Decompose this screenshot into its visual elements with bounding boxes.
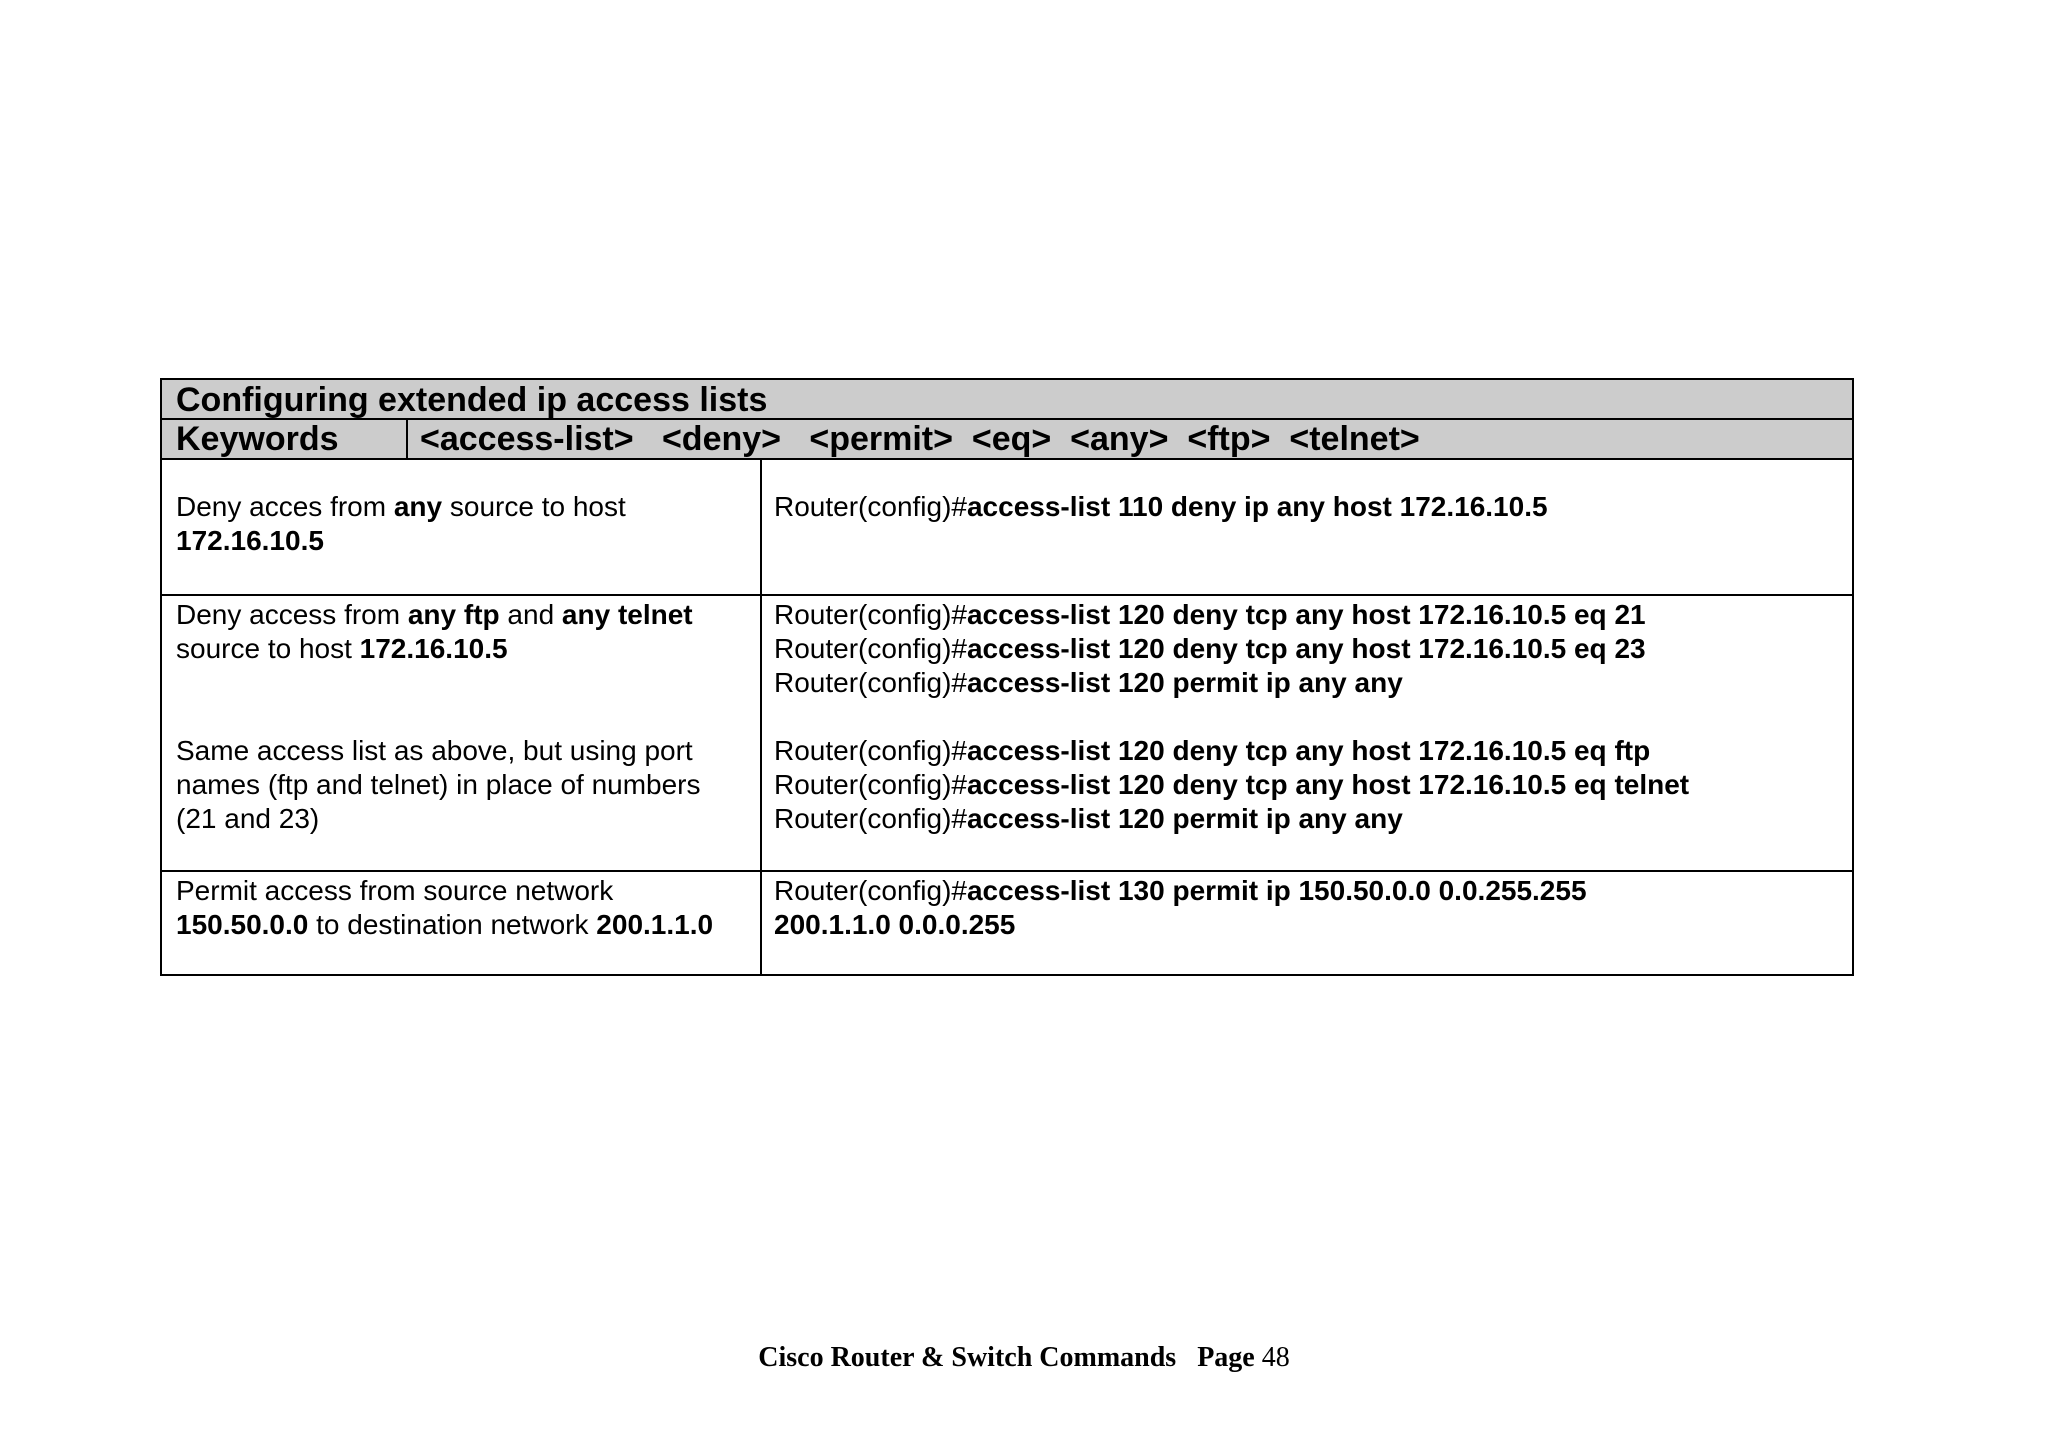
command-line: Router(config)#access-list 120 permit ip any any bbox=[774, 803, 1403, 834]
document-title: Cisco Router & Switch Commands bbox=[758, 1342, 1177, 1373]
table-title: Configuring extended ip access lists bbox=[162, 380, 1852, 420]
extended-acl-table bbox=[160, 378, 1854, 976]
command-cell bbox=[762, 460, 1852, 594]
table-row bbox=[162, 460, 1852, 596]
description-cell: Permit access from source network 150.50.0.0 to destination network 200.1.1.0 bbox=[162, 872, 762, 974]
table-row bbox=[162, 872, 1852, 974]
page-label: Page bbox=[1197, 1342, 1255, 1373]
keywords-row bbox=[162, 420, 1852, 460]
page-number: 48 bbox=[1261, 1342, 1290, 1373]
command-line: Router(config)#access-list 130 permit ip 150.50.0.0 0.0.255.255 bbox=[774, 875, 1587, 906]
keywords-list: <access-list> <deny> <permit> <eq> <any> <ftp> <telnet> bbox=[420, 420, 1420, 458]
command-line: Router(config)#access-list 120 permit ip any any bbox=[774, 667, 1403, 698]
command-cell bbox=[762, 872, 1852, 974]
command-line: 200.1.1.0 0.0.0.255 bbox=[774, 909, 1016, 940]
table-row bbox=[162, 596, 1852, 872]
command-line: Router(config)#access-list 120 deny tcp any host 172.16.10.5 eq telnet bbox=[774, 769, 1690, 800]
command-line: Router(config)#access-list 120 deny tcp any host 172.16.10.5 eq ftp bbox=[774, 735, 1651, 766]
page-footer bbox=[0, 1342, 2048, 1374]
command-cell bbox=[762, 596, 1852, 870]
description-cell: Deny access from any ftp and any telnet source to host 172.16.10.5 Same access list as above, but using port names (ftp and telnet) in place of numbers (21 and 23) bbox=[162, 596, 762, 870]
command-line: Router(config)#access-list 110 deny ip any host 172.16.10.5 bbox=[774, 491, 1548, 522]
keywords-label: Keywords bbox=[162, 420, 408, 458]
description-cell: Deny acces from any source to host 172.16.10.5 bbox=[162, 460, 762, 594]
command-line: Router(config)#access-list 120 deny tcp any host 172.16.10.5 eq 21 bbox=[774, 599, 1646, 630]
command-line: Router(config)#access-list 120 deny tcp any host 172.16.10.5 eq 23 bbox=[774, 633, 1646, 664]
